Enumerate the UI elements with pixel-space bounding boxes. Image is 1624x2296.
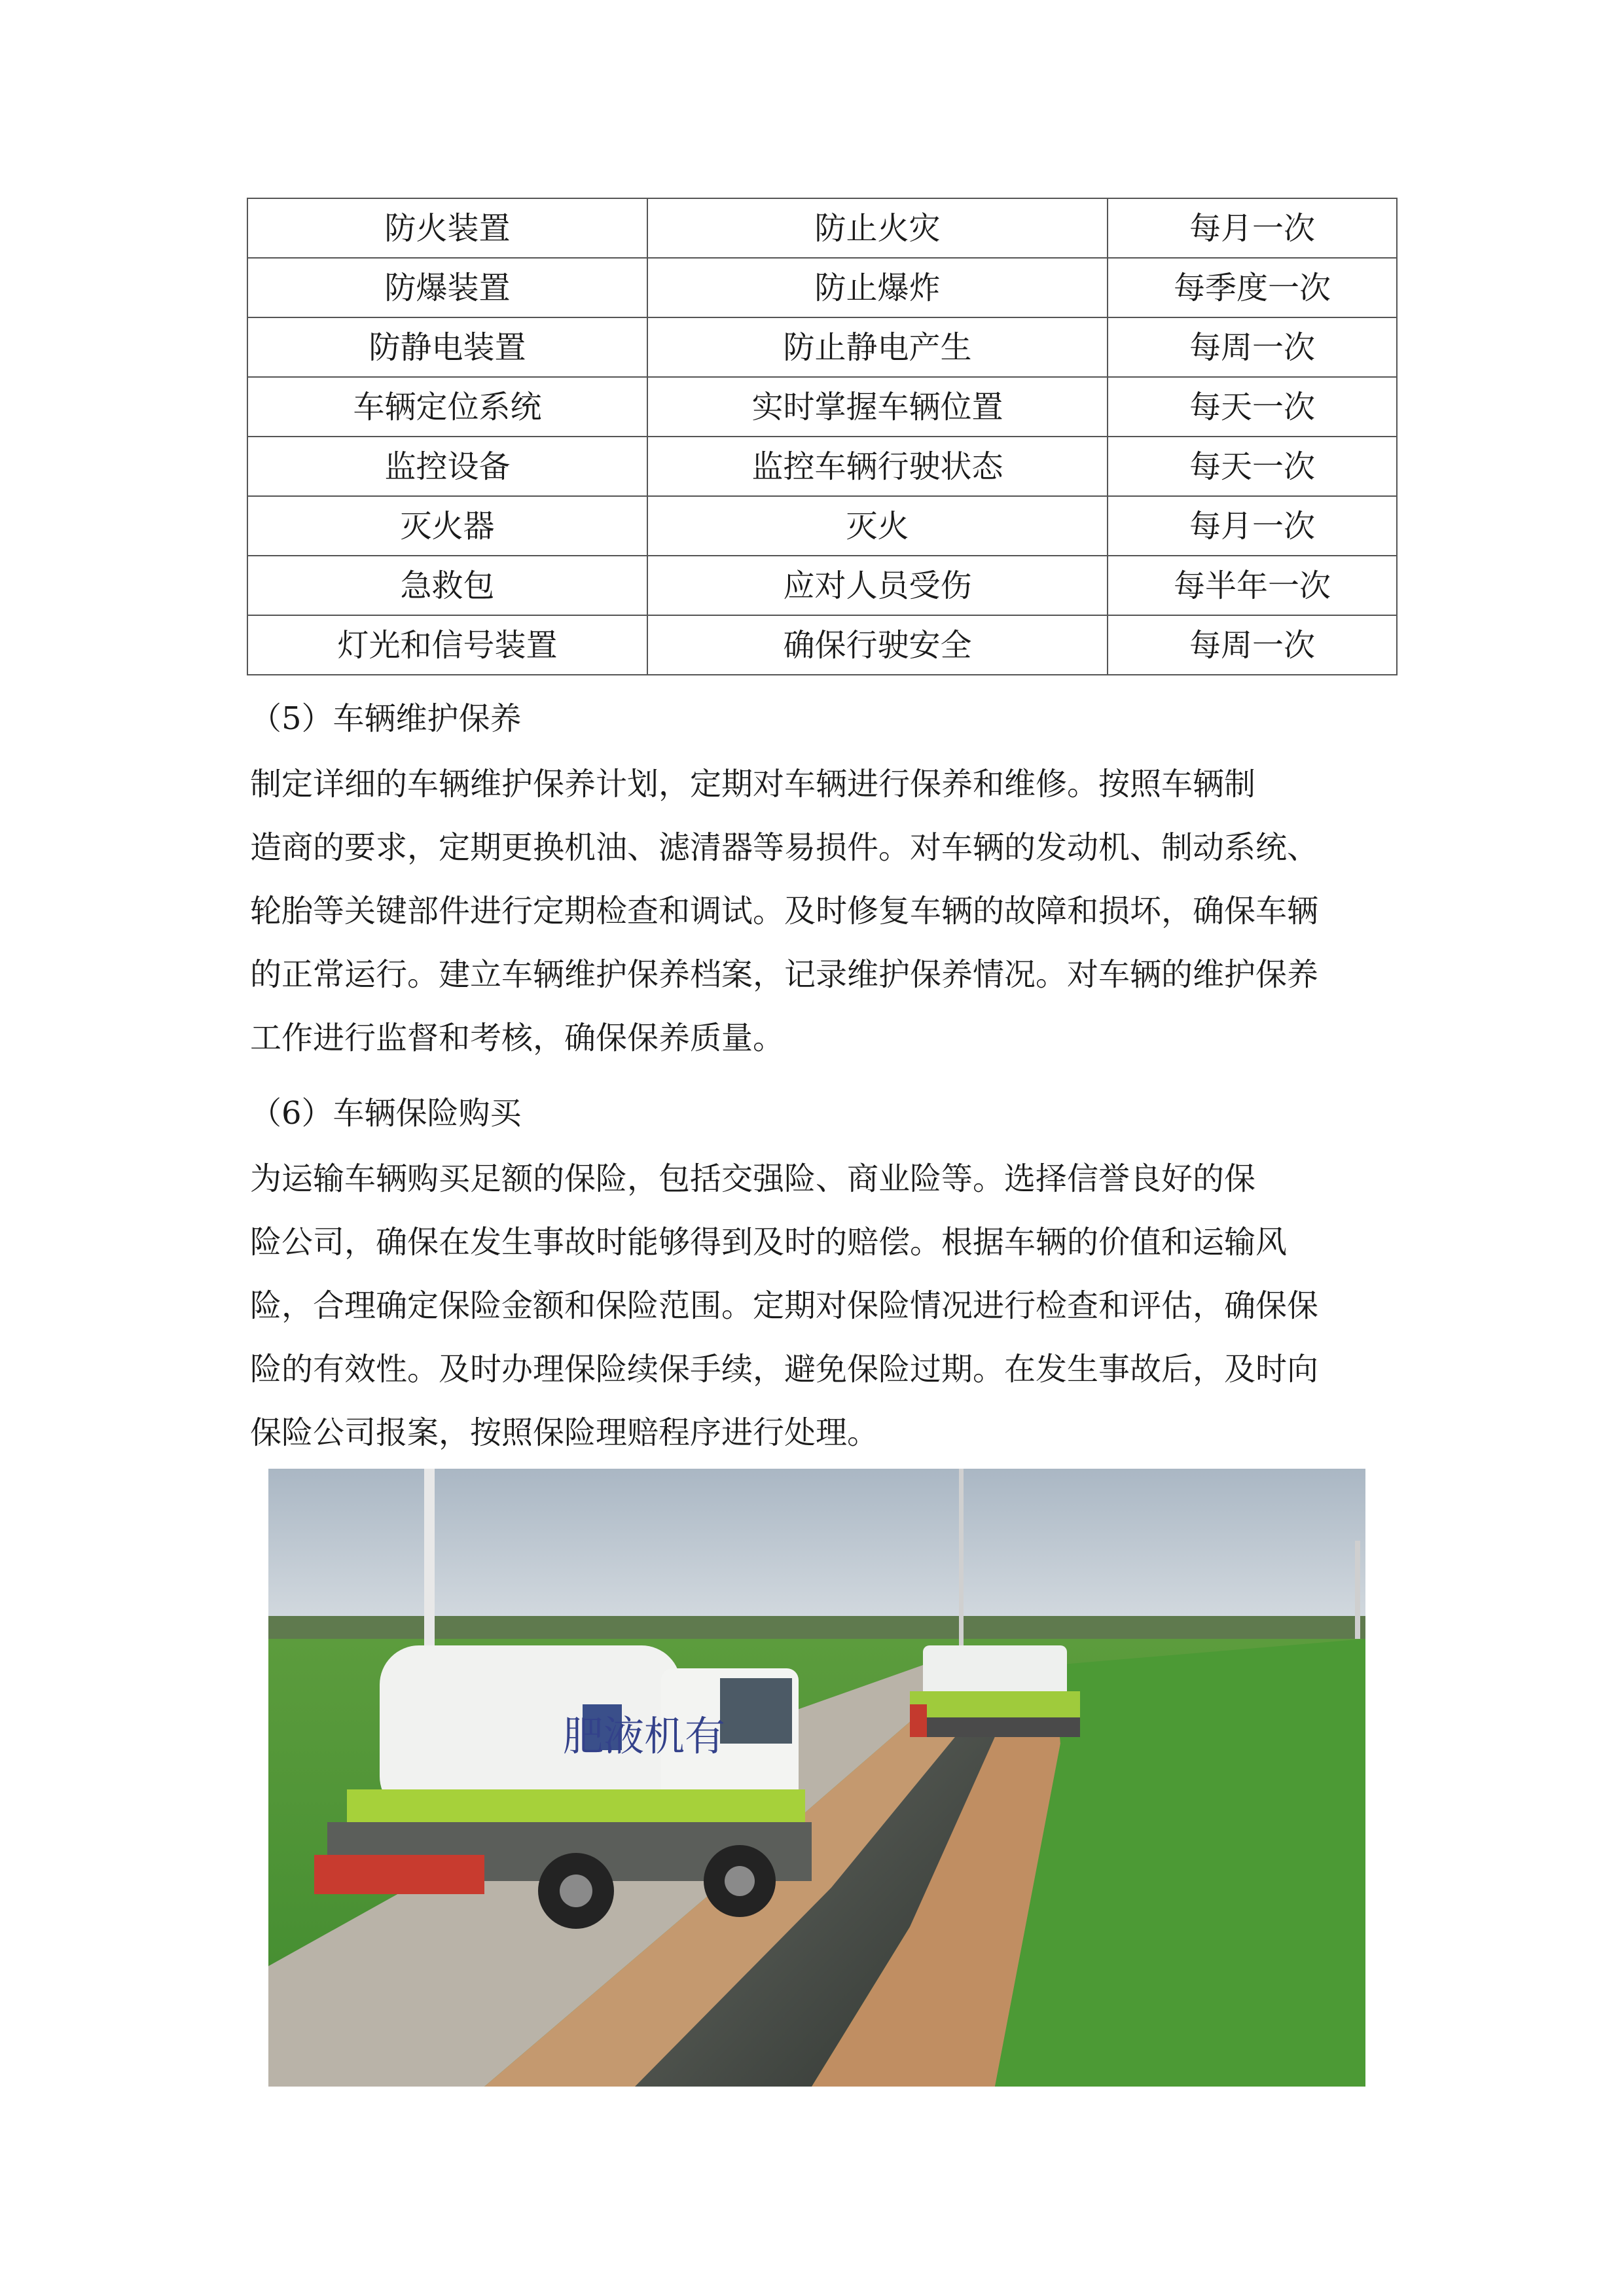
purpose-cell: 防止静电产生 bbox=[647, 317, 1108, 377]
device-cell: 防静电装置 bbox=[247, 317, 647, 377]
device-cell: 防爆装置 bbox=[247, 258, 647, 317]
purpose-cell: 防止爆炸 bbox=[647, 258, 1108, 317]
purpose-cell: 确保行驶安全 bbox=[647, 615, 1108, 675]
paragraph-line: 工作进行监督和考核，确保保养质量。 bbox=[250, 1020, 785, 1056]
table-row bbox=[247, 258, 1397, 317]
equipment-table bbox=[247, 198, 1398, 675]
section-heading-maintenance: （5）车辆维护保养 bbox=[250, 700, 522, 737]
section-heading-insurance: （6）车辆保险购买 bbox=[250, 1095, 522, 1132]
table-row bbox=[247, 317, 1397, 377]
paragraph-line: 险公司，确保在发生事故时能够得到及时的赔偿。根据车辆的价值和运输风 bbox=[250, 1224, 1288, 1261]
paragraph-line: 险，合理确定保险金额和保险范围。定期对保险情况进行检查和评估，确保保 bbox=[250, 1287, 1319, 1324]
paragraph-maintenance bbox=[250, 753, 1376, 1070]
purpose-cell: 监控车辆行驶状态 bbox=[647, 437, 1108, 496]
paragraph-line: 轮胎等关键部件进行定期检查和调试。及时修复车辆的故障和损坏，确保车辆 bbox=[250, 893, 1319, 929]
frequency-cell: 每半年一次 bbox=[1108, 556, 1397, 615]
paragraph-line: 的正常运行。建立车辆维护保养档案，记录维护保养情况。对车辆的维护保养 bbox=[250, 956, 1319, 993]
table-row bbox=[247, 496, 1397, 556]
table-row bbox=[247, 615, 1397, 675]
purpose-cell: 防止火灾 bbox=[647, 198, 1108, 258]
frequency-cell: 每月一次 bbox=[1108, 198, 1397, 258]
device-cell: 灯光和信号装置 bbox=[247, 615, 647, 675]
purpose-cell: 实时掌握车辆位置 bbox=[647, 377, 1108, 437]
paragraph-line: 造商的要求，定期更换机油、滤清器等易损件。对车辆的发动机、制动系统、 bbox=[250, 829, 1319, 866]
paragraph-insurance bbox=[250, 1147, 1376, 1465]
utility-pole-middle bbox=[959, 1469, 964, 1665]
paragraph-line: 保险公司报案，按照保险理赔程序进行处理。 bbox=[250, 1414, 879, 1451]
paragraph-line: 制定详细的车辆维护保养计划，定期对车辆进行保养和维修。按照车辆制 bbox=[250, 766, 1256, 802]
paragraph-line: 为运输车辆购买足额的保险，包括交强险、商业险等。选择信誉良好的保 bbox=[250, 1160, 1256, 1197]
frequency-cell: 每周一次 bbox=[1108, 317, 1397, 377]
paragraph-line: 险的有效性。及时办理保险续保手续，避免保险过期。在发生事故后，及时向 bbox=[250, 1351, 1319, 1388]
frequency-cell: 每天一次 bbox=[1108, 377, 1397, 437]
truck-lettering: 肥液机有 bbox=[563, 1712, 726, 1760]
device-cell: 急救包 bbox=[247, 556, 647, 615]
table-row bbox=[247, 377, 1397, 437]
purpose-cell: 灭火 bbox=[647, 496, 1108, 556]
frequency-cell: 每季度一次 bbox=[1108, 258, 1397, 317]
photo-illustration bbox=[268, 1469, 1365, 2087]
main-truck bbox=[314, 1645, 812, 1929]
frequency-cell: 每天一次 bbox=[1108, 437, 1397, 496]
table-row bbox=[247, 198, 1397, 258]
distant-trucks bbox=[910, 1645, 1080, 1737]
device-cell: 车辆定位系统 bbox=[247, 377, 647, 437]
table-row bbox=[247, 556, 1397, 615]
utility-pole-right bbox=[1355, 1541, 1360, 1639]
equipment-table-body bbox=[247, 198, 1397, 675]
frequency-cell: 每周一次 bbox=[1108, 615, 1397, 675]
device-cell: 灭火器 bbox=[247, 496, 647, 556]
frequency-cell: 每月一次 bbox=[1108, 496, 1397, 556]
tanker-trucks-photo bbox=[268, 1469, 1365, 2087]
device-cell: 监控设备 bbox=[247, 437, 647, 496]
purpose-cell: 应对人员受伤 bbox=[647, 556, 1108, 615]
table-row bbox=[247, 437, 1397, 496]
device-cell: 防火装置 bbox=[247, 198, 647, 258]
